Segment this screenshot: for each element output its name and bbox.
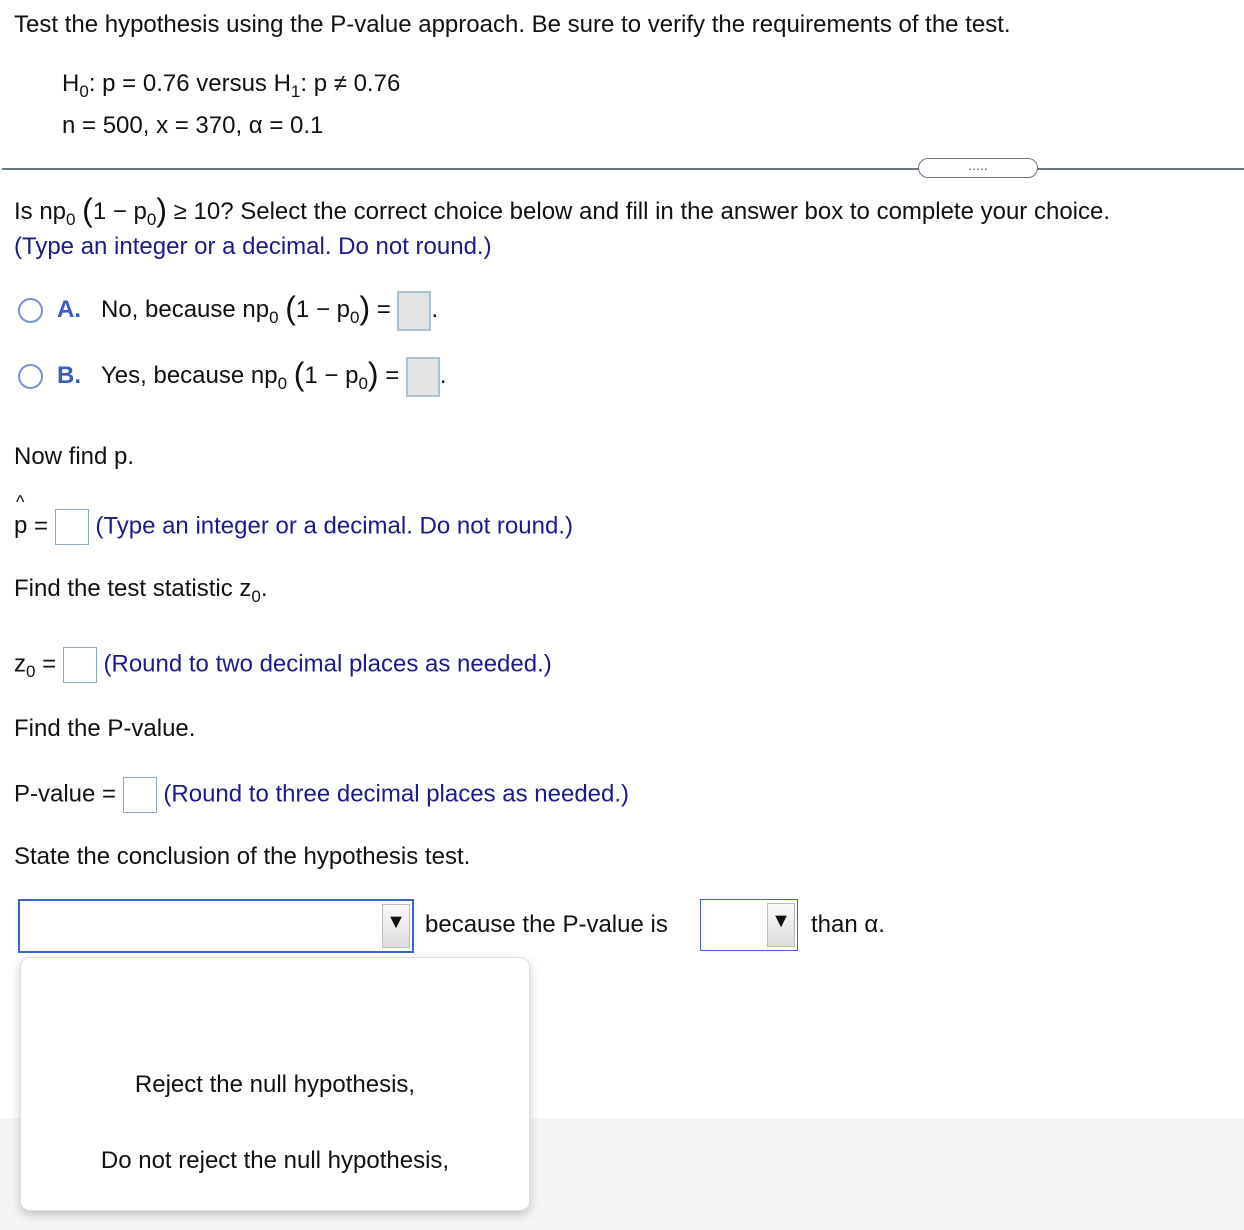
- choice-b[interactable]: B. Yes, because $np_0$ $(1 - p_0)$ = .: [18, 354, 447, 397]
- conclusion-mid-text: because the P-value is: [425, 911, 668, 938]
- pvalue-input[interactable]: [123, 777, 157, 813]
- pvalue-row: P-value = (Round to three decimal places as needed.): [14, 777, 629, 813]
- chevron-down-icon: ▼: [382, 904, 410, 948]
- pvalue-prompt: Find the P-value.: [14, 715, 196, 742]
- answer-box-a[interactable]: [397, 291, 431, 331]
- question-requirement: Is $np_0$ $(1 - p_0) \ge 10$? Select the correct choice below and fill in the answer box to complete your choice.: [14, 192, 1111, 229]
- radio-a[interactable]: [18, 298, 43, 323]
- givens: n = 500, x = 370, α = 0.1: [62, 112, 324, 139]
- chevron-down-icon: ▼: [767, 903, 795, 947]
- z-input[interactable]: [63, 647, 97, 683]
- phat-input[interactable]: [55, 509, 89, 545]
- z-prompt: Find the test statistic $z_0$.: [14, 575, 268, 606]
- hypotheses: $H_0$: p = 0.76 versus $H_1$: p ≠ 0.76: [62, 70, 401, 101]
- phat-row: ^ p = (Type an integer or a decimal. Do not round.): [14, 509, 573, 545]
- radio-b[interactable]: [18, 364, 43, 389]
- comparison-select[interactable]: [700, 899, 798, 951]
- choice-a[interactable]: A. No, because $np_0$ $(1 - p_0)$ = .: [18, 288, 438, 331]
- conclusion-prompt: State the conclusion of the hypothesis test.: [14, 843, 471, 870]
- dropdown-option-reject[interactable]: Reject the null hypothesis,: [134, 1071, 416, 1098]
- dropdown-option-do-not-reject[interactable]: Do not reject the null hypothesis,: [100, 1147, 450, 1174]
- divider: [2, 168, 1244, 170]
- instruction: Test the hypothesis using the P-value approach. Be sure to verify the requirements of the test.: [14, 11, 1011, 38]
- conclusion-select[interactable]: [18, 899, 414, 953]
- expand-button[interactable]: .....: [918, 158, 1038, 178]
- conclusion-end-text: than α.: [811, 911, 885, 938]
- phat-prompt: Now find p.: [14, 443, 135, 470]
- conclusion-dropdown-menu: [20, 957, 530, 1211]
- answer-box-b[interactable]: [406, 357, 440, 397]
- z-row: $z_0$ = (Round to two decimal places as needed.): [14, 647, 552, 683]
- requirement-hint: (Type an integer or a decimal. Do not round.): [14, 233, 492, 260]
